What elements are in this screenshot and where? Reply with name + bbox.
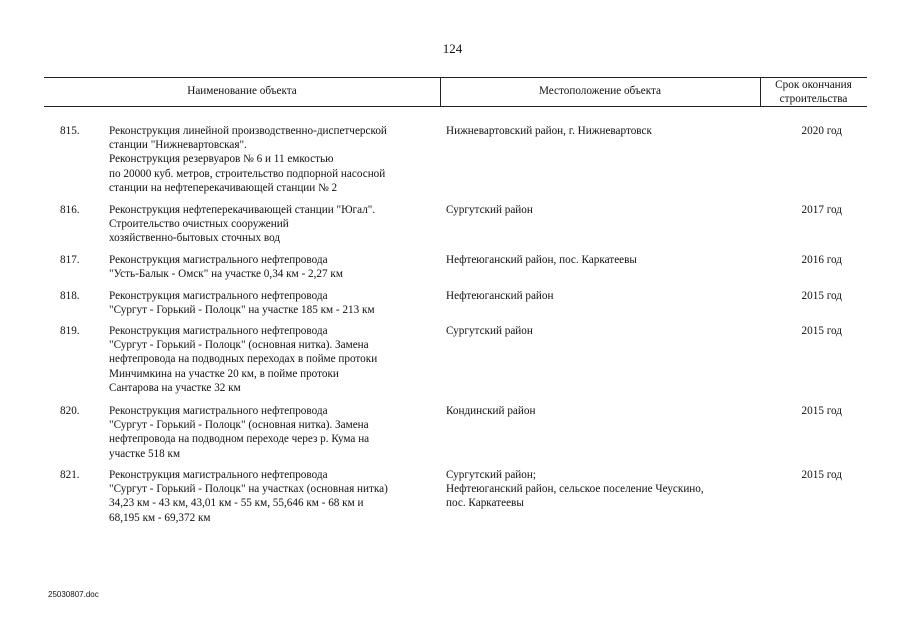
object-name-line: "Сургут - Горький - Полоцк" (основная нитка). Замена	[109, 419, 369, 432]
object-name	[109, 468, 439, 525]
object-name-line: станции на нефтеперекачивающей станции № 2	[109, 181, 338, 194]
table-header-bottom-rule	[44, 106, 867, 107]
object-name-line: Сантарова на участке 32 км	[109, 381, 241, 394]
object-name-line: Реконструкция линейной производственно-диспетчерской	[109, 125, 387, 137]
object-name	[109, 404, 439, 461]
header-deadline-line1: Срок окончания	[775, 78, 852, 91]
row-number: 821.	[60, 469, 80, 481]
object-name-line: участке 518 км	[109, 447, 181, 460]
header-location: Местоположение объекта	[539, 85, 661, 98]
object-location	[446, 203, 766, 217]
construction-deadline: 2020 год	[801, 125, 842, 137]
row-number: 819.	[60, 325, 80, 337]
object-name-line: 68,195 км - 69,372 км	[109, 511, 211, 524]
document-filename: 25030807.doc	[48, 590, 99, 599]
object-location	[446, 324, 766, 338]
object-name-line: нефтепровода на подводных переходах в пойме протоки	[109, 353, 378, 366]
object-name-line: Реконструкция резервуаров № 6 и 11 емкостью	[109, 153, 334, 166]
object-name-line: нефтепровода на подводном переходе через р. Кума на	[109, 433, 370, 446]
object-name-line: Реконструкция магистрального нефтепровода	[109, 469, 328, 481]
construction-deadline: 2015 год	[801, 325, 842, 337]
object-location	[446, 253, 766, 267]
row-number: 817.	[60, 254, 80, 266]
object-name-line: Строительство очистных сооружений	[109, 218, 289, 231]
object-name-line: Минчимкина на участке 20 км, в пойме протоки	[109, 367, 339, 380]
construction-deadline: 2015 год	[801, 469, 842, 481]
object-location	[446, 468, 766, 511]
object-location	[446, 289, 766, 303]
construction-deadline: 2015 год	[801, 290, 842, 302]
object-name-line: Реконструкция нефтеперекачивающей станции "Югал".	[109, 204, 376, 216]
table-header	[44, 77, 867, 106]
object-location-line: Сургутский район	[446, 325, 533, 337]
object-location-line: Сургутский район;	[446, 469, 536, 481]
object-location-line: Нижневартовский район, г. Нижневартовск	[446, 125, 652, 137]
object-name-line: Реконструкция магистрального нефтепровода	[109, 325, 328, 337]
row-number: 820.	[60, 405, 80, 417]
construction-deadline: 2017 год	[801, 204, 842, 216]
header-deadline-line2: строительства	[779, 92, 848, 105]
object-name-line: "Сургут - Горький - Полоцк" на участках (основная нитка)	[109, 483, 388, 496]
object-location-line: Нефтеюганский район	[446, 290, 554, 302]
row-number: 815.	[60, 125, 80, 137]
object-name	[109, 124, 439, 195]
object-name	[109, 324, 439, 395]
object-name-line: "Усть-Балык - Омск" на участке 0,34 км - 2,27 км	[109, 268, 343, 281]
object-location-line: пос. Каркатеевы	[446, 497, 524, 510]
object-location-line: Нефтеюганский район, пос. Каркатеевы	[446, 254, 637, 266]
object-name-line: "Сургут - Горький - Полоцк" на участке 185 км - 213 км	[109, 304, 375, 317]
object-name-line: хозяйственно-бытовых сточных вод	[109, 232, 281, 245]
object-name-line: по 20000 куб. метров, строительство подпорной насосной	[109, 167, 386, 180]
object-location-line: Кондинский район	[446, 405, 536, 417]
page-number: 124	[442, 41, 463, 56]
object-name-line: 34,23 км - 43 км, 43,01 км - 55 км, 55,646 км - 68 км и	[109, 497, 364, 510]
object-name	[109, 203, 439, 246]
header-name: Наименование объекта	[187, 85, 297, 98]
object-location	[446, 124, 766, 138]
object-name-line: Реконструкция магистрального нефтепровода	[109, 405, 328, 417]
row-number: 816.	[60, 204, 80, 216]
object-name-line: Реконструкция магистрального нефтепровода	[109, 290, 328, 302]
header-deadline	[760, 77, 867, 106]
object-location-line: Нефтеюганский район, сельское поселение Чеускино,	[446, 483, 704, 496]
object-name-line: станции "Нижневартовская".	[109, 139, 247, 152]
object-name	[109, 289, 439, 317]
object-location	[446, 404, 766, 418]
row-number: 818.	[60, 290, 80, 302]
construction-deadline: 2015 год	[801, 405, 842, 417]
construction-deadline: 2016 год	[801, 254, 842, 266]
object-location-line: Сургутский район	[446, 204, 533, 216]
object-name-line: Реконструкция магистрального нефтепровода	[109, 254, 328, 266]
object-name-line: "Сургут - Горький - Полоцк" (основная нитка). Замена	[109, 339, 369, 352]
object-name	[109, 253, 439, 281]
